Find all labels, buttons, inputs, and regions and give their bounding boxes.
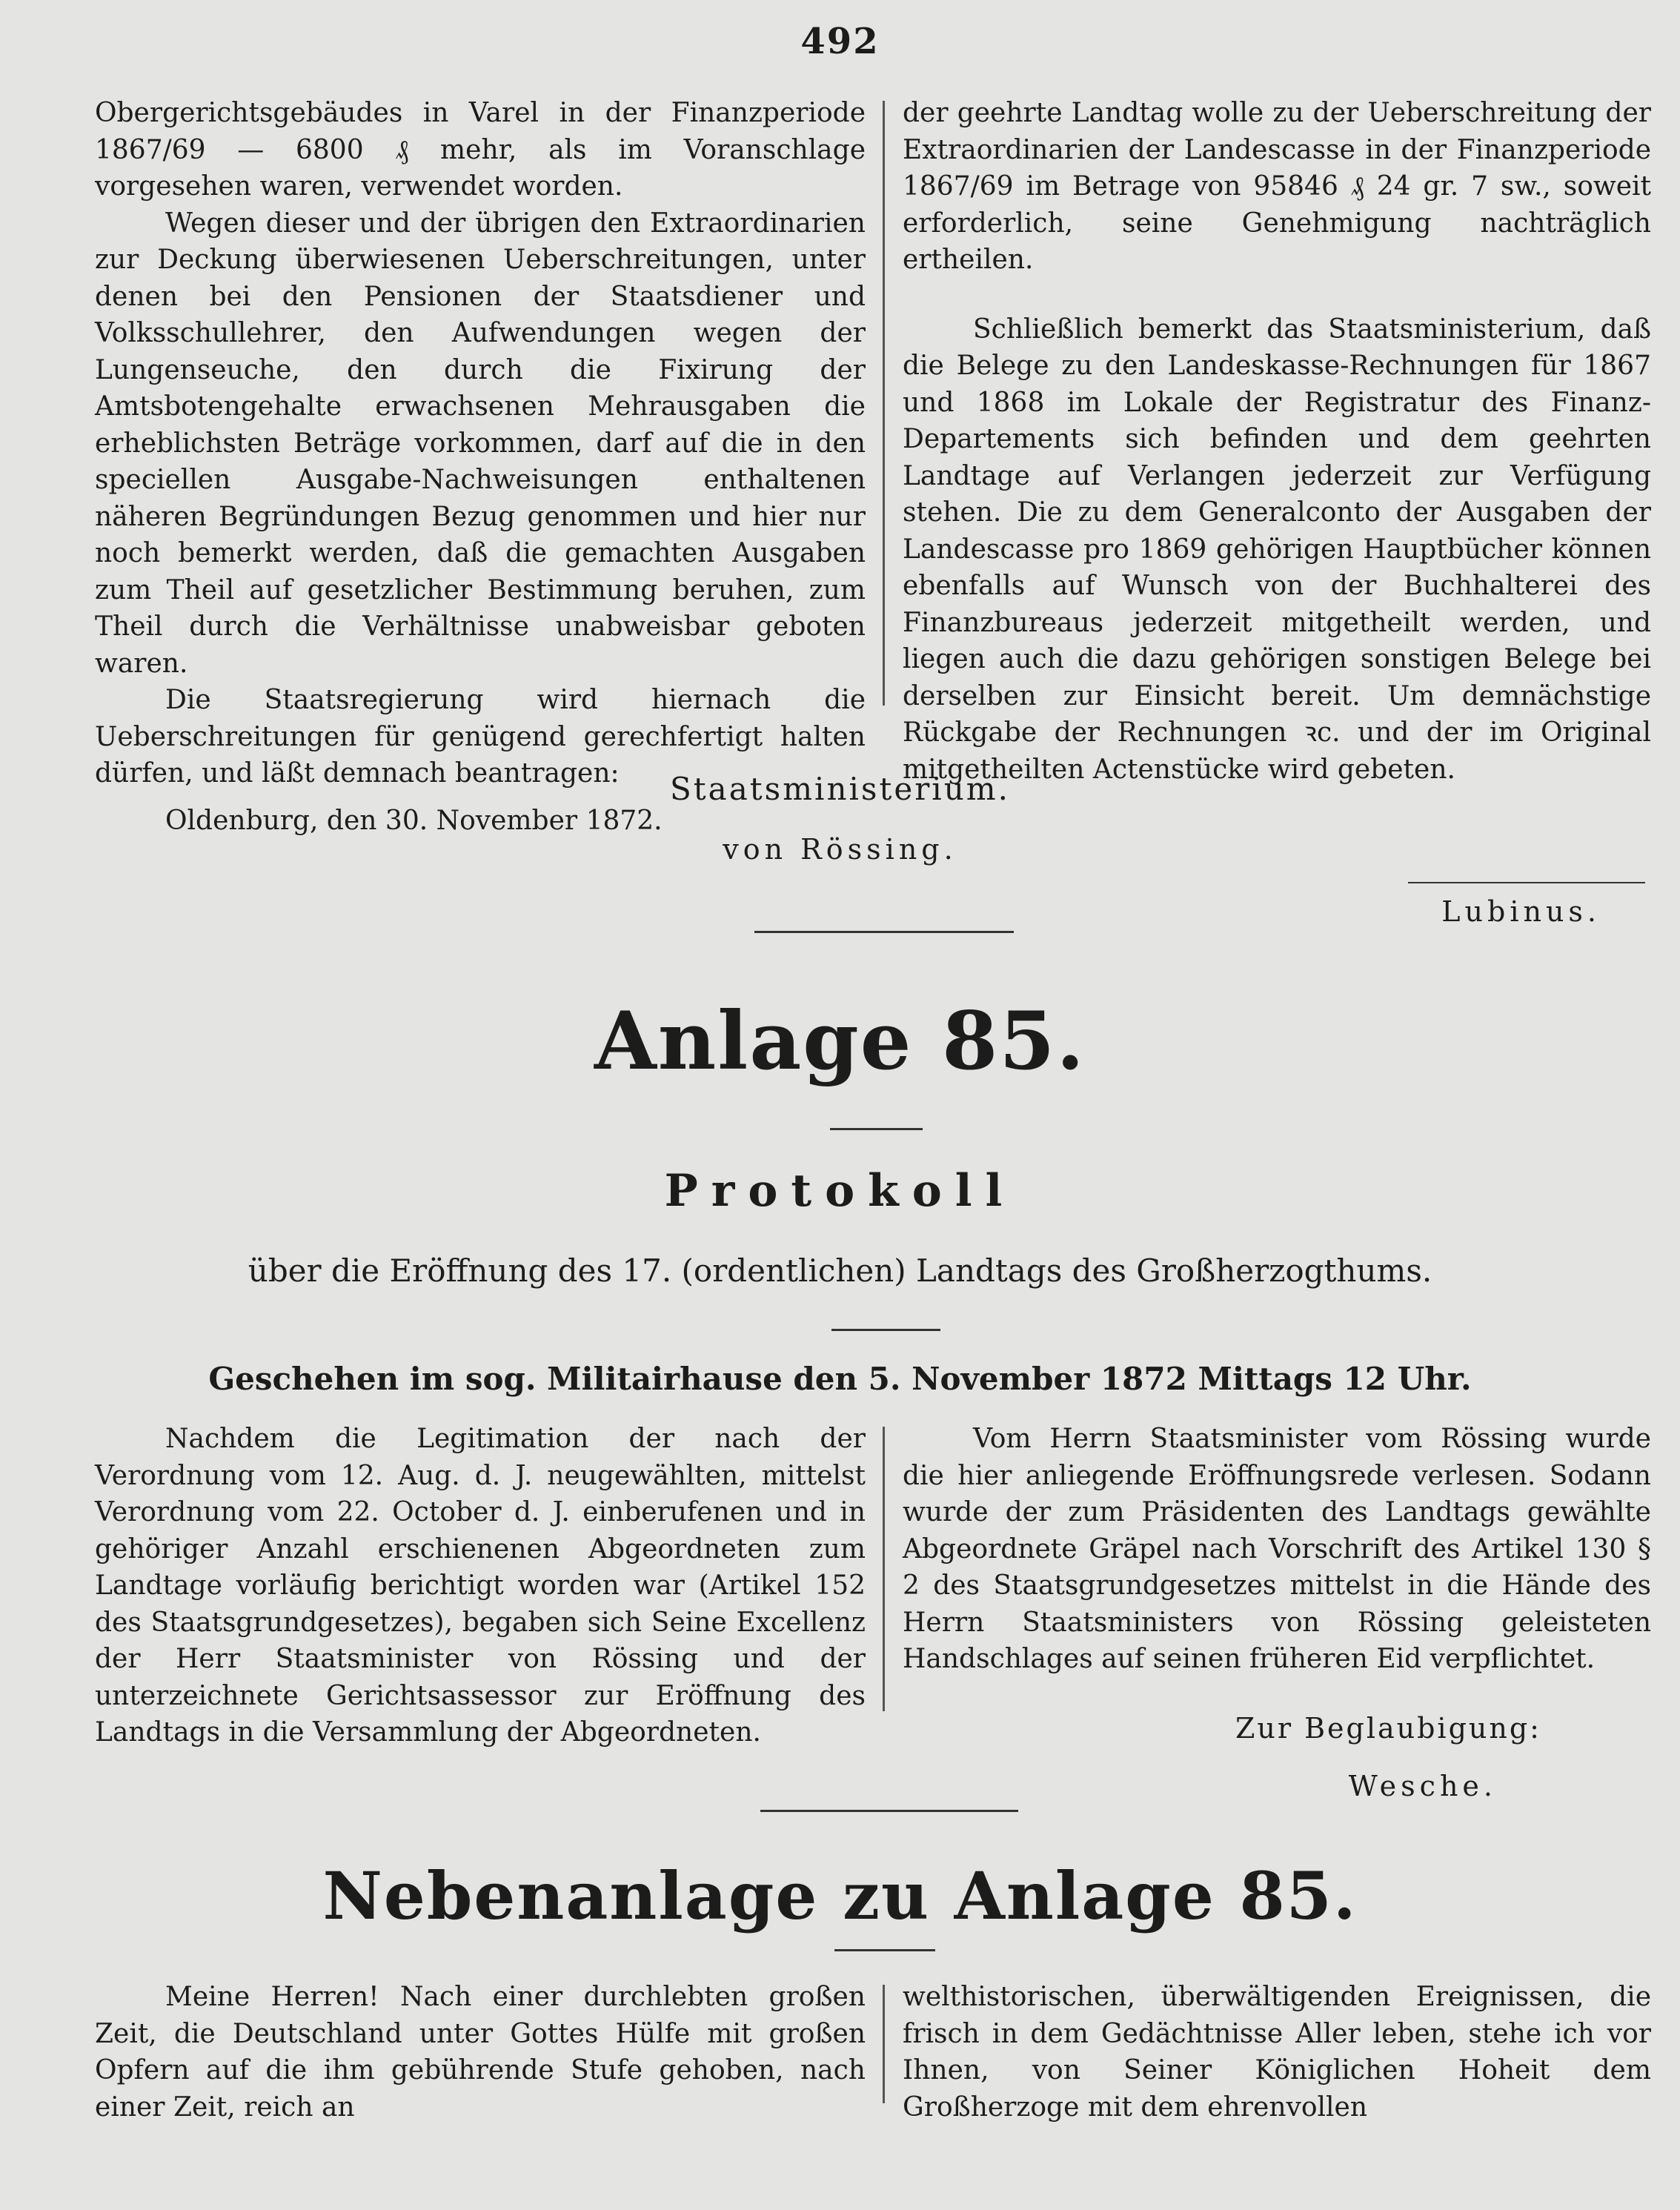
dateline: Oldenburg, den 30. November 1872. xyxy=(165,805,663,836)
paragraph: Die Staatsregierung wird hiernach die Ueberschreitungen für genügend gerechfertigt halten dürfen, und läßt demnach beantragen: xyxy=(95,685,866,789)
anlage-right-column xyxy=(903,1421,1651,1678)
paragraph: Nachdem die Legitimation der nach der Verordnung vom 12. Aug. d. J. neugewählten, mittelst Verordnung vom 22. October d. J. einberufenen und in gehöriger Anzahl erschienenen Abgeordneten zum Landtage vorläufig berichtigt worden war (Artikel 152 des Staatsgrundgesetzes), begaben sich Seine Excellenz der Herr Staatsminister von Rössing und der unterzeichnete Gerichtsassessor zur Eröffnung des Landtags in die Versammlung der Abgeordneten. xyxy=(95,1424,866,1748)
paragraph: Wegen dieser und der übrigen den Extraordinarien zur Deckung überwiesenen Ueberschreitungen, unter denen bei den Pensionen der Staatsdiener und Volksschullehrer, den Aufwendungen wegen der Lungenseuche, den durch die Fixirung der Amtsbotengehalte erwachsenen Mehrausgaben die erheblichsten Beträge vorkommen, darf auf die in den speciellen Ausgabe-Nachweisungen enthaltenen näheren Begründungen Bezug genommen und hier nur noch bemerkt werden, daß die gemachten Ausgaben zum Theil auf gesetzlicher Bestimmung beruhen, zum Theil durch die Verhältnisse unabweisbar geboten waren. xyxy=(95,208,866,679)
section-divider xyxy=(760,1810,1018,1812)
nebenanlage-title: Nebenanlage zu Anlage 85. xyxy=(322,1857,1358,1934)
column-divider xyxy=(883,101,885,706)
nebenanlage-left-column xyxy=(95,1979,866,2126)
paragraph: Meine Herren! Nach einer durchlebten großen Zeit, die Deutschland unter Gottes Hülfe mit großen Opfern auf die ihm gebührende Stufe gehoben, nach einer Zeit, reich an xyxy=(95,1982,866,2123)
paragraph: Obergerichtsgebäudes in Varel in der Finanzperiode 1867/69 — 6800 ₰ mehr, als im Voranschlage vorgesehen waren, verwendet worden. xyxy=(95,98,866,202)
anlage-left-column xyxy=(95,1421,866,1751)
ministry-signature: Staatsministerium. xyxy=(670,771,1010,807)
title-rule xyxy=(834,1949,935,1951)
column-divider xyxy=(883,1985,885,2103)
paragraph: welthistorischen, überwältigenden Ereignissen, die frisch in dem Gedächtnisse Aller leben, stehe ich vor Ihnen, von Seiner Königlichen Hoheit dem Großherzoge mit dem ehrenvollen xyxy=(903,1982,1651,2123)
top-left-column xyxy=(95,95,866,839)
paragraph: Vom Herrn Staatsminister vom Rössing wurde die hier anliegende Eröffnungsrede verlesen. Sodann wurde der zum Präsidenten des Landtags gewählte Abgeordnete Gräpel nach Vorschrift des Artikel 130 § 2 des Staatsgrundgesetzes mittelst in die Hände des Herrn Staatsministers von Rössing geleisteten Handschlages auf seinen früheren Eid verpflichtet. xyxy=(903,1424,1651,1674)
nebenanlage-right-column xyxy=(903,1979,1651,2126)
countersigner-name: Lubinus. xyxy=(1441,895,1601,928)
protokoll-heading: Protokoll xyxy=(664,1165,1016,1217)
section-divider xyxy=(754,931,1014,933)
attester-name: Wesche. xyxy=(1348,1770,1497,1802)
signature-rule xyxy=(1408,882,1645,883)
protokoll-description: über die Eröffnung des 17. (ordentlichen) Landtags des Großherzogthums. xyxy=(248,1252,1432,1289)
top-right-column xyxy=(903,95,1651,788)
anlage-title: Anlage 85. xyxy=(594,995,1086,1088)
protokoll-date-line: Geschehen im sog. Militairhause den 5. November 1872 Mittags 12 Uhr. xyxy=(208,1361,1472,1397)
heading-rule xyxy=(831,1329,940,1331)
paragraph: Schließlich bemerkt das Staatsministerium, daß die Belege zu den Landeskasse-Rechnungen für 1867 und 1868 im Lokale der Registratur des Finanz-Departements sich befinden und dem geehrten Landtage auf Verlangen jederzeit zur Verfügung stehen. Die zu dem Generalconto der Ausgaben der Landescasse pro 1869 gehörigen Hauptbücher können ebenfalls auf Wunsch von der Buchhalterei des Finanzbureaus jederzeit mitgetheilt werden, und liegen auch die dazu gehörigen sonstigen Belege bei derselben zur Einsicht bereit. Um demnächstige Rückgabe der Rechnungen ꝛc. und der im Original mitgetheilten Actenstücke wird gebeten. xyxy=(903,313,1651,785)
page-number: 492 xyxy=(800,21,880,62)
paragraph: der geehrte Landtag wolle zu der Ueberschreitung der Extraordinarien der Landescasse in der Finanzperiode 1867/69 im Betrage von 95846 ₰ 24 gr. 7 sw., soweit erforderlich, seine Genehmigung nachträglich ertheilen. xyxy=(903,98,1651,275)
attestation-label: Zur Beglaubigung: xyxy=(1235,1712,1541,1745)
column-divider xyxy=(883,1427,885,1711)
title-rule xyxy=(830,1128,923,1130)
minister-name: von Rössing. xyxy=(723,833,957,866)
